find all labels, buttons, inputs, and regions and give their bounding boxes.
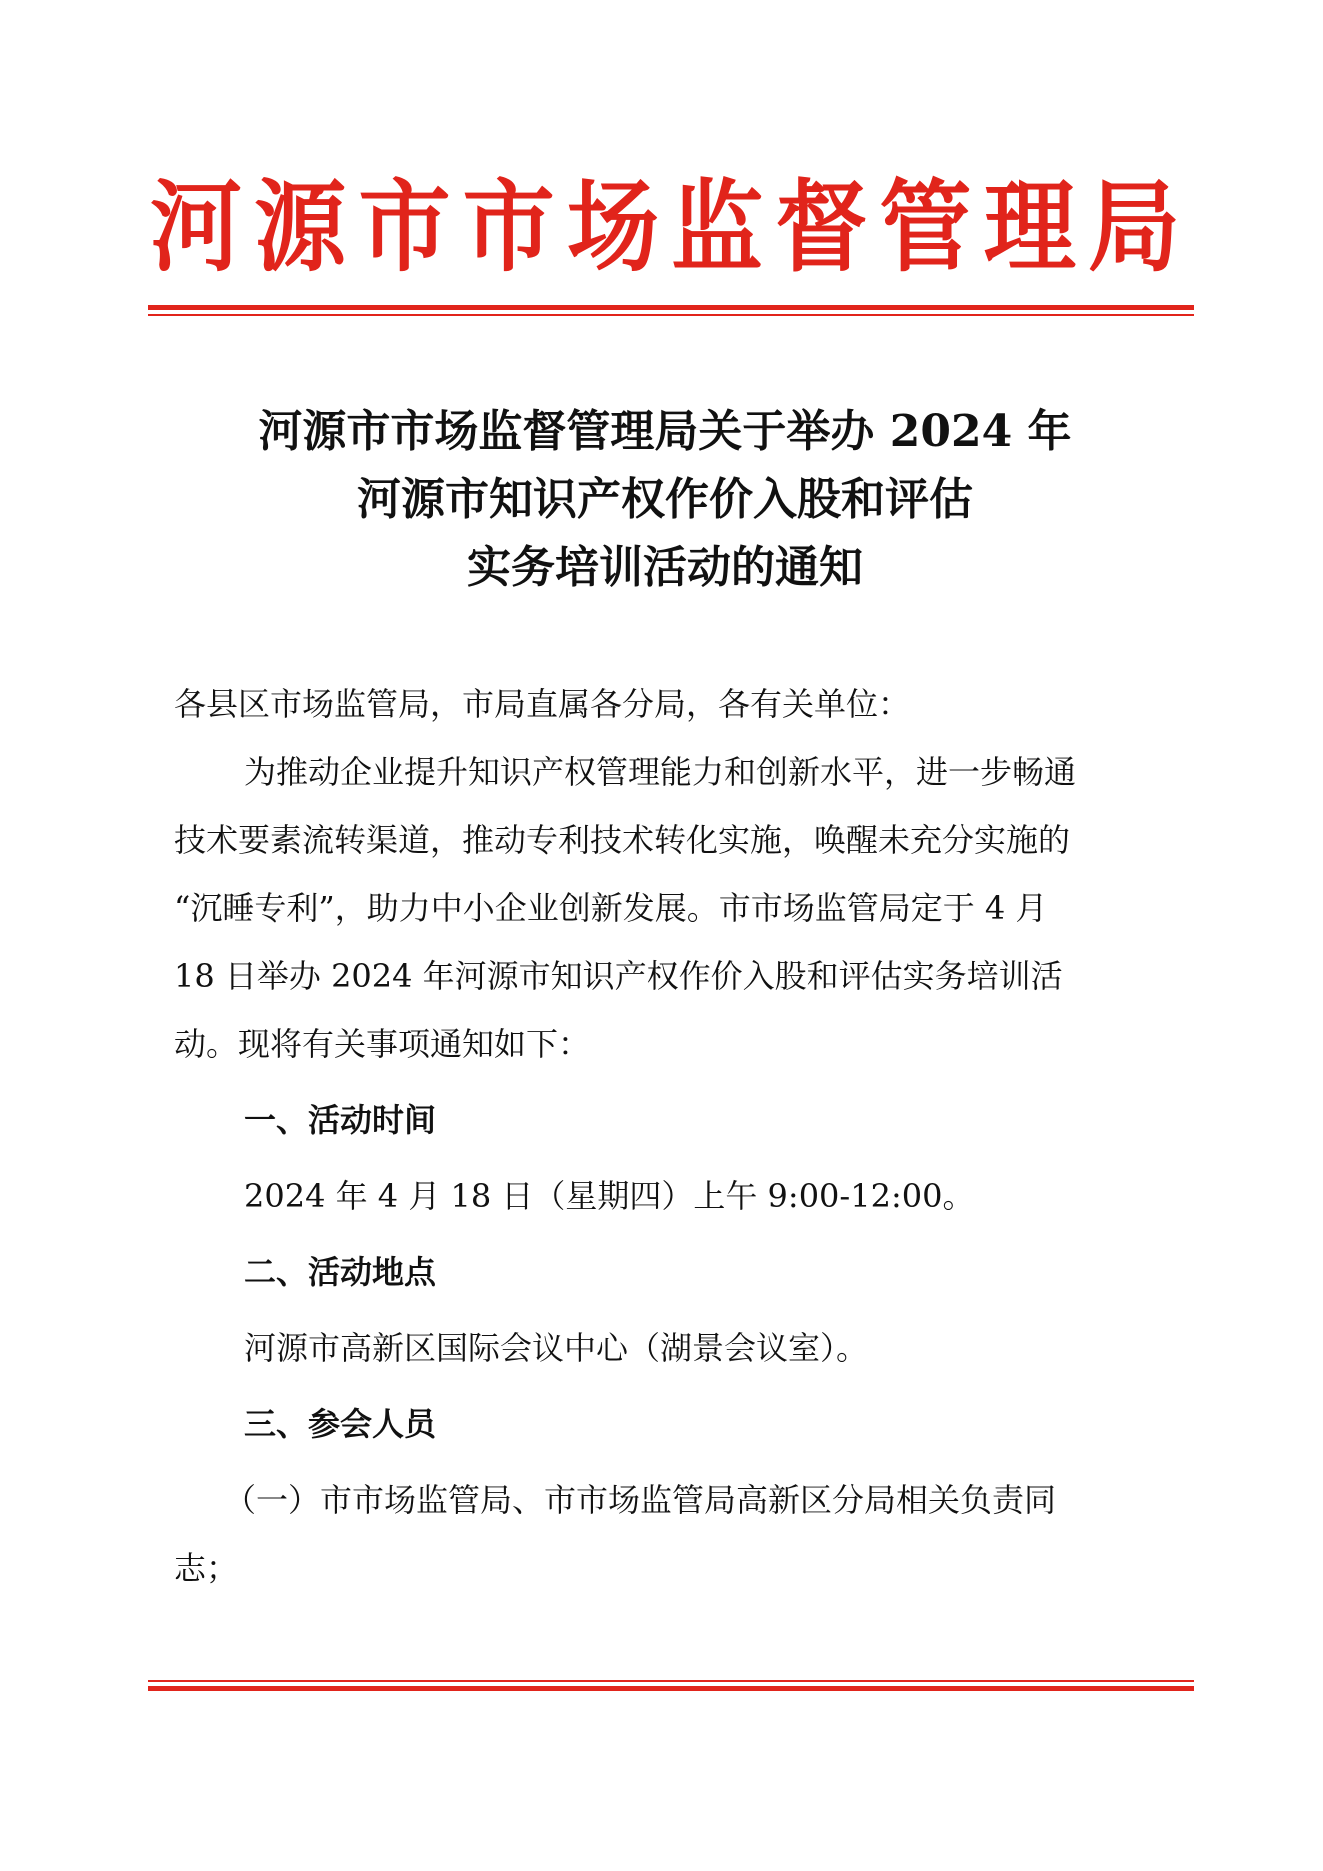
- paragraph-line: 动。现将有关事项通知如下：: [174, 1025, 591, 1063]
- title-line: 河源市市场监督管理局关于举办 2024 年: [258, 406, 1072, 457]
- section-text-time: 2024 年 4 月 18 日（星期四）上午 9:00-12:00。: [244, 1177, 975, 1215]
- divider-thin-line: [148, 314, 1194, 316]
- masthead-char: 局: [1087, 168, 1180, 286]
- masthead-char: 管: [879, 168, 972, 286]
- masthead-char: 监: [671, 168, 764, 286]
- paragraph-line: （一）市市场监管局、市市场监管局高新区分局相关负责同: [224, 1481, 1057, 1519]
- divider-thick-line: [148, 1686, 1194, 1691]
- masthead-char: 市: [462, 168, 555, 286]
- masthead-char: 理: [983, 168, 1076, 286]
- masthead-char: 市: [358, 168, 451, 286]
- masthead-char: 场: [566, 168, 659, 286]
- paragraph-line: “沉睡专利”，助力中小企业创新发展。市市场监管局定于 4 月: [174, 889, 1048, 927]
- salutation: 各县区市场监管局，市局直属各分局，各有关单位：: [174, 685, 911, 723]
- document-title: [150, 398, 1180, 602]
- document-body: [174, 670, 1157, 1602]
- masthead-agency-name: [150, 168, 1180, 286]
- section-text-location: 河源市高新区国际会议中心（湖景会议室）。: [244, 1329, 869, 1367]
- section-heading-time: 一、活动时间: [244, 1101, 437, 1139]
- footer-divider: [148, 1680, 1194, 1691]
- intro-paragraph: [174, 738, 1157, 1078]
- divider-thin-line: [148, 1680, 1194, 1682]
- title-line: 河源市知识产权作价入股和评估: [357, 474, 973, 525]
- paragraph-line: 为推动企业提升知识产权管理能力和创新水平，进一步畅通: [244, 753, 1077, 791]
- paragraph-line: 技术要素流转渠道，推动专利技术转化实施，唤醒未充分实施的: [174, 821, 1071, 859]
- masthead-char: 河: [150, 168, 243, 286]
- masthead-divider-top: [148, 305, 1194, 316]
- section-heading-location: 二、活动地点: [244, 1253, 437, 1291]
- title-line: 实务培训活动的通知: [467, 542, 863, 593]
- masthead-char: 督: [775, 168, 868, 286]
- section-heading-attendees: 三、参会人员: [244, 1405, 437, 1443]
- attendee-item: [174, 1466, 1157, 1602]
- masthead-char: 源: [254, 168, 347, 286]
- divider-thick-line: [148, 305, 1194, 310]
- paragraph-line: 18 日举办 2024 年河源市知识产权作价入股和评估实务培训活: [174, 957, 1063, 995]
- paragraph-line: 志；: [174, 1549, 239, 1587]
